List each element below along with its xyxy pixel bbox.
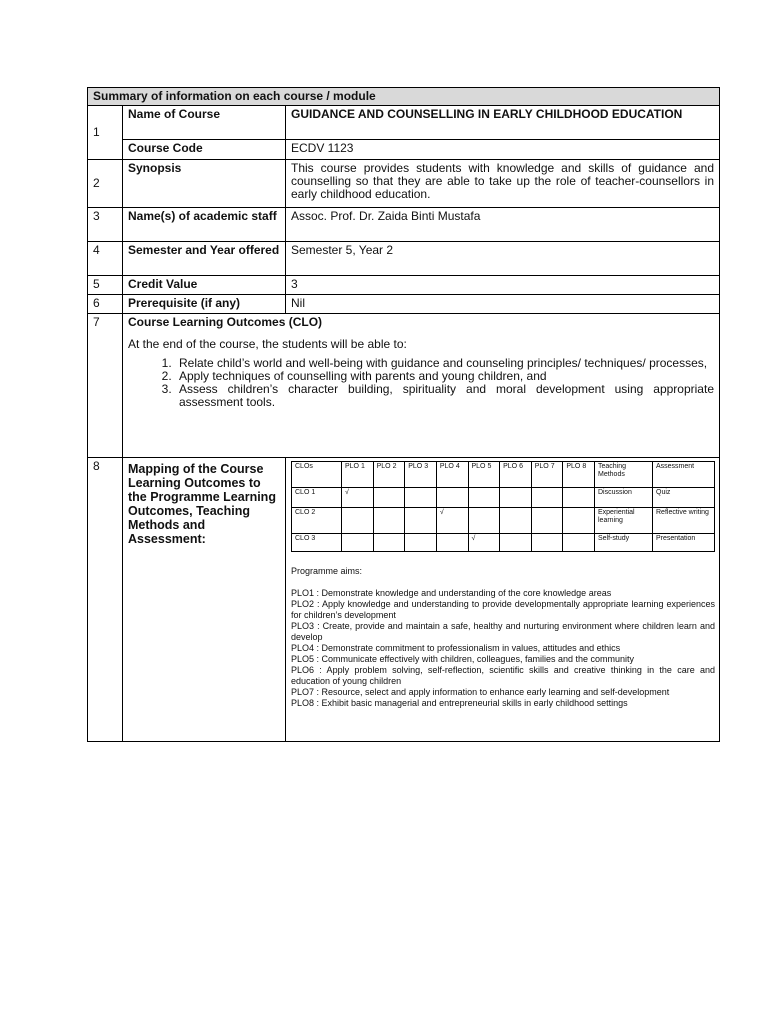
list-item: 3. Assess children’s character building, spirituality and moral development using appropriate assessment tools. [175, 383, 714, 409]
mapping-cell-value [563, 534, 595, 552]
mapping-label: Mapping of the Course Learning Outcomes to the Programme Learning Outcomes, Teaching Methods and Assessment: [123, 458, 286, 742]
clo-title: Course Learning Outcomes (CLO) [128, 315, 323, 329]
mapping-cell-value: CLO 1 [292, 488, 342, 508]
mapping-cell-value [468, 508, 500, 534]
list-item: PLO3 : Create, provide and maintain a safe, healthy and nurturing environment where children learn and develop [291, 621, 715, 642]
row-number: 4 [88, 242, 123, 276]
row-number: 2 [88, 160, 123, 208]
course-summary-table [87, 87, 720, 742]
list-item: PLO6 : Apply problem solving, self-reflection, scientific skills and creative thinking in the care and education of young children [291, 665, 715, 686]
list-item: PLO5 : Communicate effectively with children, colleagues, families and the community [291, 654, 634, 664]
mapping-cell-value [342, 534, 374, 552]
table-row [292, 534, 715, 552]
table-row [292, 508, 715, 534]
row-number: 8 [88, 458, 123, 742]
mapping-cell-value: CLO 3 [292, 534, 342, 552]
mapping-cell-value [500, 508, 532, 534]
mapping-cell-value [531, 534, 563, 552]
clo-section [123, 314, 720, 458]
list-item: PLO1 : Demonstrate knowledge and understanding of the core knowledge areas [291, 588, 612, 598]
row-number: 7 [88, 314, 123, 458]
mapping-cell-value: Quiz [653, 488, 715, 508]
mapping-header: PLO 3 [405, 462, 437, 488]
list-item: PLO4 : Demonstrate commitment to professionalism in values, attitudes and ethics [291, 643, 621, 653]
mapping-cell-value: Reflective writing [653, 508, 715, 534]
course-code-value: ECDV 1123 [286, 140, 720, 160]
table-row [292, 462, 715, 488]
row-number: 3 [88, 208, 123, 242]
mapping-cell-value [373, 534, 405, 552]
semester-label: Semester and Year offered [123, 242, 286, 276]
credit-value-label: Credit Value [123, 276, 286, 295]
clo-list [128, 357, 714, 409]
mapping-cell [286, 458, 720, 742]
mapping-cell-value [373, 508, 405, 534]
mapping-cell-value [468, 488, 500, 508]
prerequisite-value: Nil [286, 295, 720, 314]
mapping-header: PLO 2 [373, 462, 405, 488]
list-item: 2. Apply techniques of counselling with parents and young children, and [175, 370, 714, 383]
mapping-cell-value [342, 508, 374, 534]
mapping-cell-value [500, 488, 532, 508]
list-item: 1. Relate child’s world and well-being with guidance and counseling principles/ techniques/ processes, [175, 357, 714, 370]
programme-aims [291, 566, 715, 709]
list-item: PLO2 : Apply knowledge and understanding to provide developmentally appropriate learning experiences for children’s development [291, 599, 715, 620]
mapping-cell-value: CLO 2 [292, 508, 342, 534]
mapping-cell-value [436, 488, 468, 508]
credit-value-value: 3 [286, 276, 720, 295]
mapping-header: PLO 1 [342, 462, 374, 488]
mapping-cell-value [373, 488, 405, 508]
mapping-cell-value: √ [468, 534, 500, 552]
mapping-header: PLO 7 [531, 462, 563, 488]
mapping-header: Teaching Methods [595, 462, 653, 488]
mapping-header: PLO 8 [563, 462, 595, 488]
mapping-header: CLOs [292, 462, 342, 488]
mapping-cell-value [531, 508, 563, 534]
prerequisite-label: Prerequisite (if any) [123, 295, 286, 314]
semester-value: Semester 5, Year 2 [286, 242, 720, 276]
academic-staff-label: Name(s) of academic staff [123, 208, 286, 242]
list-item: PLO7 : Resource, select and apply information to enhance early learning and self-development [291, 687, 670, 697]
programme-aims-title: Programme aims: [291, 566, 363, 576]
table-row [292, 488, 715, 508]
mapping-cell-value: Self-study [595, 534, 653, 552]
mapping-cell-value [500, 534, 532, 552]
name-of-course-value: GUIDANCE AND COUNSELLING IN EARLY CHILDHOOD EDUCATION [286, 106, 720, 140]
mapping-cell-value: Presentation [653, 534, 715, 552]
mapping-cell-value [531, 488, 563, 508]
mapping-header: PLO 4 [436, 462, 468, 488]
mapping-cell-value [405, 534, 437, 552]
mapping-cell-value: Experiential learning [595, 508, 653, 534]
course-code-label: Course Code [123, 140, 286, 160]
mapping-header: Assessment [653, 462, 715, 488]
row-number: 6 [88, 295, 123, 314]
clo-intro: At the end of the course, the students will be able to: [128, 337, 407, 351]
mapping-table [291, 461, 715, 552]
mapping-cell-value [563, 508, 595, 534]
mapping-header: PLO 6 [500, 462, 532, 488]
table-header: Summary of information on each course / module [88, 88, 720, 106]
list-item: PLO8 : Exhibit basic managerial and entrepreneurial skills in early childhood settings [291, 698, 628, 708]
mapping-cell-value: √ [436, 508, 468, 534]
academic-staff-value: Assoc. Prof. Dr. Zaida Binti Mustafa [286, 208, 720, 242]
mapping-cell-value [563, 488, 595, 508]
row-number: 1 [88, 106, 123, 160]
mapping-cell-value: Discussion [595, 488, 653, 508]
mapping-cell-value [436, 534, 468, 552]
mapping-cell-value: √ [342, 488, 374, 508]
synopsis-label: Synopsis [123, 160, 286, 208]
synopsis-value: This course provides students with knowledge and skills of guidance and counselling so that they are able to take up the role of teacher-counsellors in early childhood education. [286, 160, 720, 208]
mapping-cell-value [405, 508, 437, 534]
row-number: 5 [88, 276, 123, 295]
mapping-header: PLO 5 [468, 462, 500, 488]
name-of-course-label: Name of Course [123, 106, 286, 140]
mapping-cell-value [405, 488, 437, 508]
